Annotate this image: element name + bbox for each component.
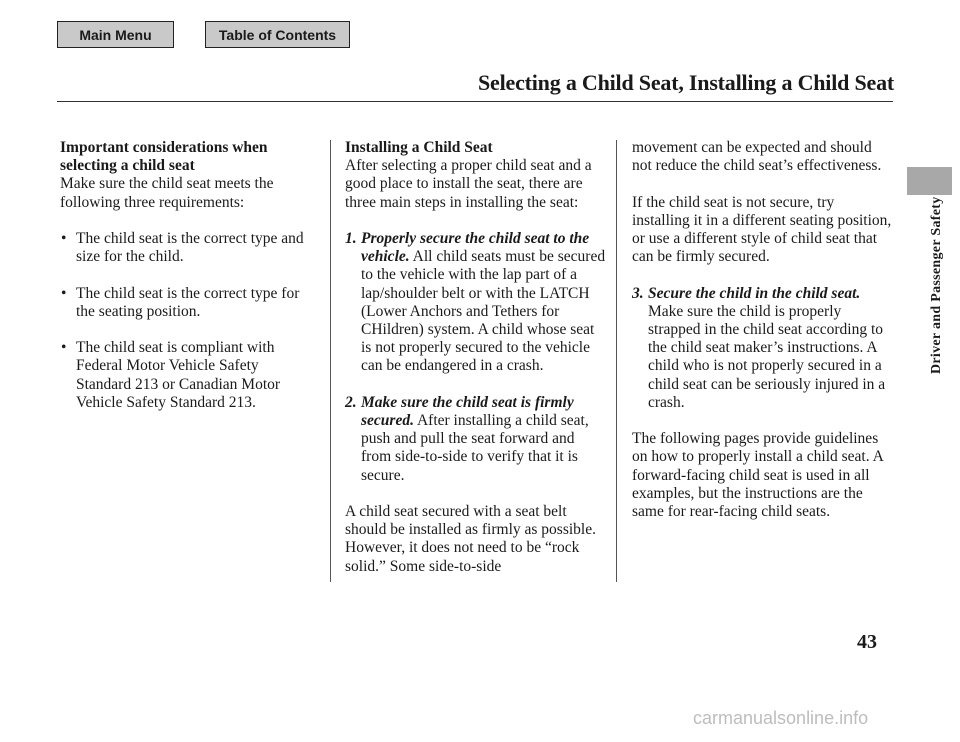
step-3 xyxy=(632,285,894,412)
step-1 xyxy=(345,230,607,376)
list-item: • The child seat is the correct type for the seating position. xyxy=(61,284,300,320)
section-heading-considerations xyxy=(60,139,315,175)
not-secure-paragraph: If the child seat is not secure, try installing it in a different seating position, or use a different style of child seat that can be firmly secured. xyxy=(632,193,892,266)
bullet-icon: • xyxy=(61,230,67,247)
list-item: • The child seat is the correct type and size for the child. xyxy=(61,230,304,266)
installing-intro: After selecting a proper child seat and a good place to install the seat, there are three main steps in installing the seat: xyxy=(345,157,592,211)
step-title: Make sure the child seat is firmly secured. xyxy=(361,393,574,430)
step-number: 3. xyxy=(632,284,644,302)
page-title: Selecting a Child Seat, Installing a Child Seat xyxy=(478,70,894,95)
step-text: All child seats must be secured to the vehicle with the lap part of a lap/shoulder belt or with the LATCH (Lower Anchors and Tethers for CHildren) system. A child whose seat is not properly secured to the vehicle can be endangered in a crash. xyxy=(361,248,606,375)
column-3 xyxy=(632,139,894,521)
continued-paragraph: movement can be expected and should not reduce the child seat’s effectiveness. xyxy=(632,139,882,175)
title-rule xyxy=(57,101,893,102)
bullet-icon: • xyxy=(61,339,67,357)
heading-line-2: selecting a child seat xyxy=(60,157,195,175)
step-title: Properly secure the child seat to the vehicle. xyxy=(361,230,590,266)
column-divider-1 xyxy=(330,140,331,582)
step-text: After installing a child seat, push and pull the seat forward and from side-to-side to verify that it is secure. xyxy=(361,412,589,484)
list-item: • The child seat is compliant with Federal Motor Vehicle Safety Standard 213 or Canadian Motor Vehicle Safety Standard 213. xyxy=(61,339,281,411)
watermark: carmanualsonline.info xyxy=(693,708,869,728)
step-title: Secure the child in the child seat. xyxy=(648,284,861,302)
firmness-paragraph: A child seat secured with a seat belt should be installed as firmly as possible. However, it does not need to be “rock solid.” Some side-to-side xyxy=(345,503,596,575)
step-2 xyxy=(345,394,607,485)
table-of-contents-button[interactable]: Table of Contents xyxy=(205,21,350,48)
step-number: 2. xyxy=(345,393,357,411)
column-divider-2 xyxy=(616,140,617,582)
following-pages-paragraph: The following pages provide guidelines on how to properly install a child seat. A forward-facing child seat is used in all examples, but the instructions are the same for rear-facing child seats. xyxy=(632,430,883,521)
bullet-icon: • xyxy=(61,284,67,302)
step-number: 1. xyxy=(345,230,357,247)
section-heading-installing: Installing a Child Seat xyxy=(345,139,493,156)
column-1 xyxy=(60,139,315,412)
page-number: 43 xyxy=(857,631,877,653)
heading-line-1: Important considerations when xyxy=(60,139,268,156)
main-menu-button[interactable]: Main Menu xyxy=(57,21,174,48)
step-text: Make sure the child is properly strapped in the child seat according to the child seat maker’s instructions. A child who is not properly secured in a child seat can be seriously injured in a crash. xyxy=(648,302,886,411)
side-section-label: Driver and Passenger Safety xyxy=(929,196,944,374)
column-2 xyxy=(345,139,607,576)
section-tab-marker xyxy=(907,167,952,195)
requirements-intro: Make sure the child seat meets the following three requirements: xyxy=(60,175,274,211)
